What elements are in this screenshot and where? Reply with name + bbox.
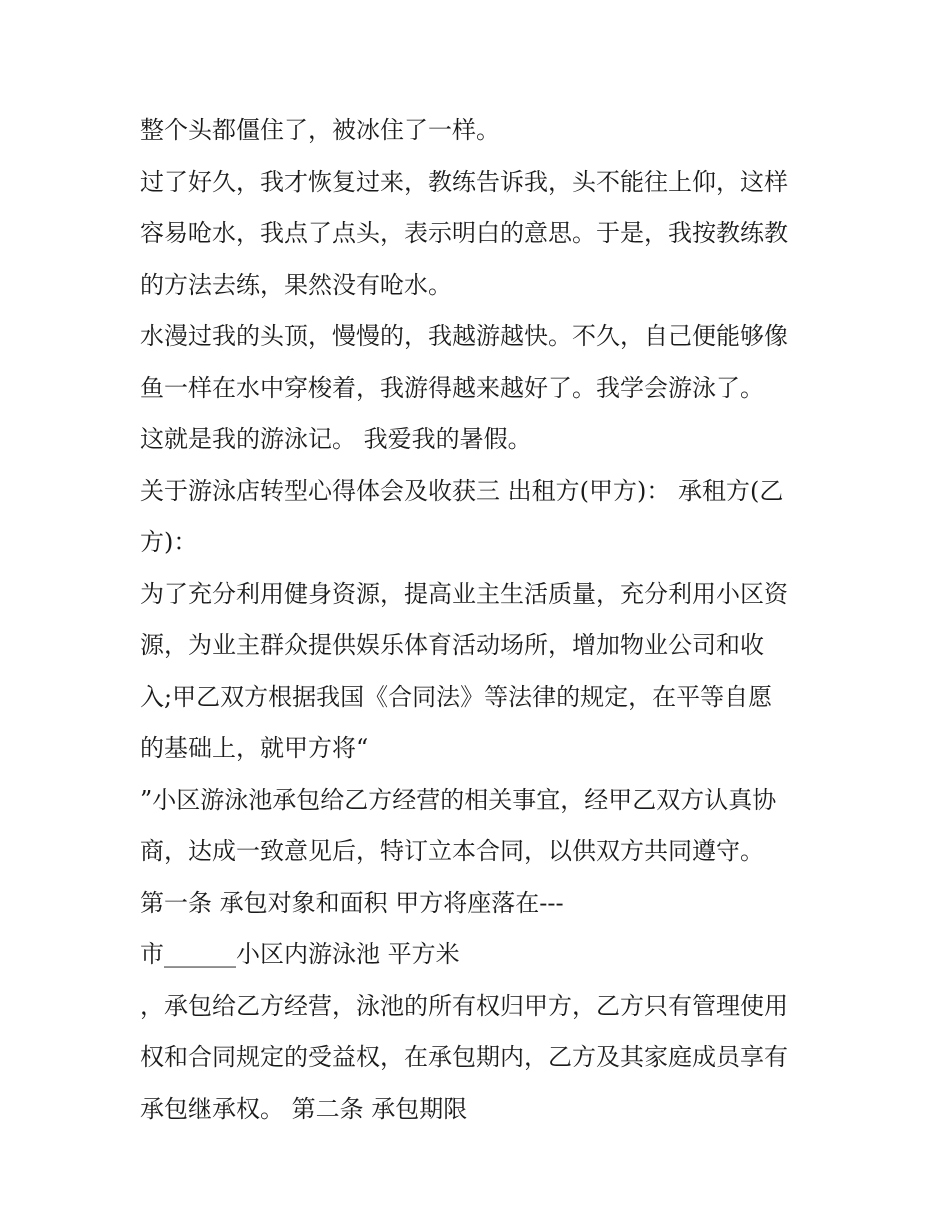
text-line: 方)： <box>140 528 198 556</box>
text-line: 第一条 承包对象和面积 甲方将座落在--- <box>140 888 564 917</box>
text-line: 为了充分利用健身资源，提高业主生活质量，充分利用小区资 <box>140 579 788 608</box>
text-line: 权和合同规定的受益权，在承包期内，乙方及其家庭成员享有 <box>140 1043 788 1071</box>
document-text <box>140 108 820 1138</box>
text-line: 源，为业主群众提供娱乐体育活动场所，增加物业公司和收 <box>140 631 764 659</box>
text-line: 容易呛水，我点了点头，表示明白的意思。于是，我按教练教 <box>140 219 788 247</box>
text-line: 水漫过我的头顶，慢慢的，我越游越快。不久，自己便能够像 <box>140 322 788 350</box>
text-line: 市______小区内游泳池 平方米 <box>140 940 460 968</box>
text-line: 整个头都僵住了，被冰住了一样。 <box>140 116 500 144</box>
text-line: 鱼一样在水中穿梭着，我游得越来越好了。我学会游泳了。 <box>140 373 764 402</box>
text-line: 商，达成一致意见后，特订立本合同，以供双方共同遵守。 <box>140 837 764 865</box>
text-line: 这就是我的游泳记。 我爱我的暑假。 <box>140 425 532 453</box>
text-line: 的基础上，就甲方将“ <box>140 734 369 762</box>
text-line: 入;甲乙双方根据我国《合同法》等法律的规定，在平等自愿 <box>140 682 773 711</box>
text-line: 的方法去练，果然没有呛水。 <box>140 270 452 299</box>
text-line: 承包继承权。 第二条 承包期限 <box>140 1094 468 1123</box>
text-line: ”小区游泳池承包给乙方经营的相关事宜，经甲乙双方认真协 <box>140 785 777 814</box>
text-line: ，承包给乙方经营，泳池的所有权归甲方，乙方只有管理使用 <box>140 991 788 1020</box>
text-line: 关于游泳店转型心得体会及收获三 出租方(甲方)： 承租方(乙 <box>140 476 784 505</box>
text-line: 过了好久，我才恢复过来，教练告诉我，头不能往上仰，这样 <box>140 167 788 196</box>
